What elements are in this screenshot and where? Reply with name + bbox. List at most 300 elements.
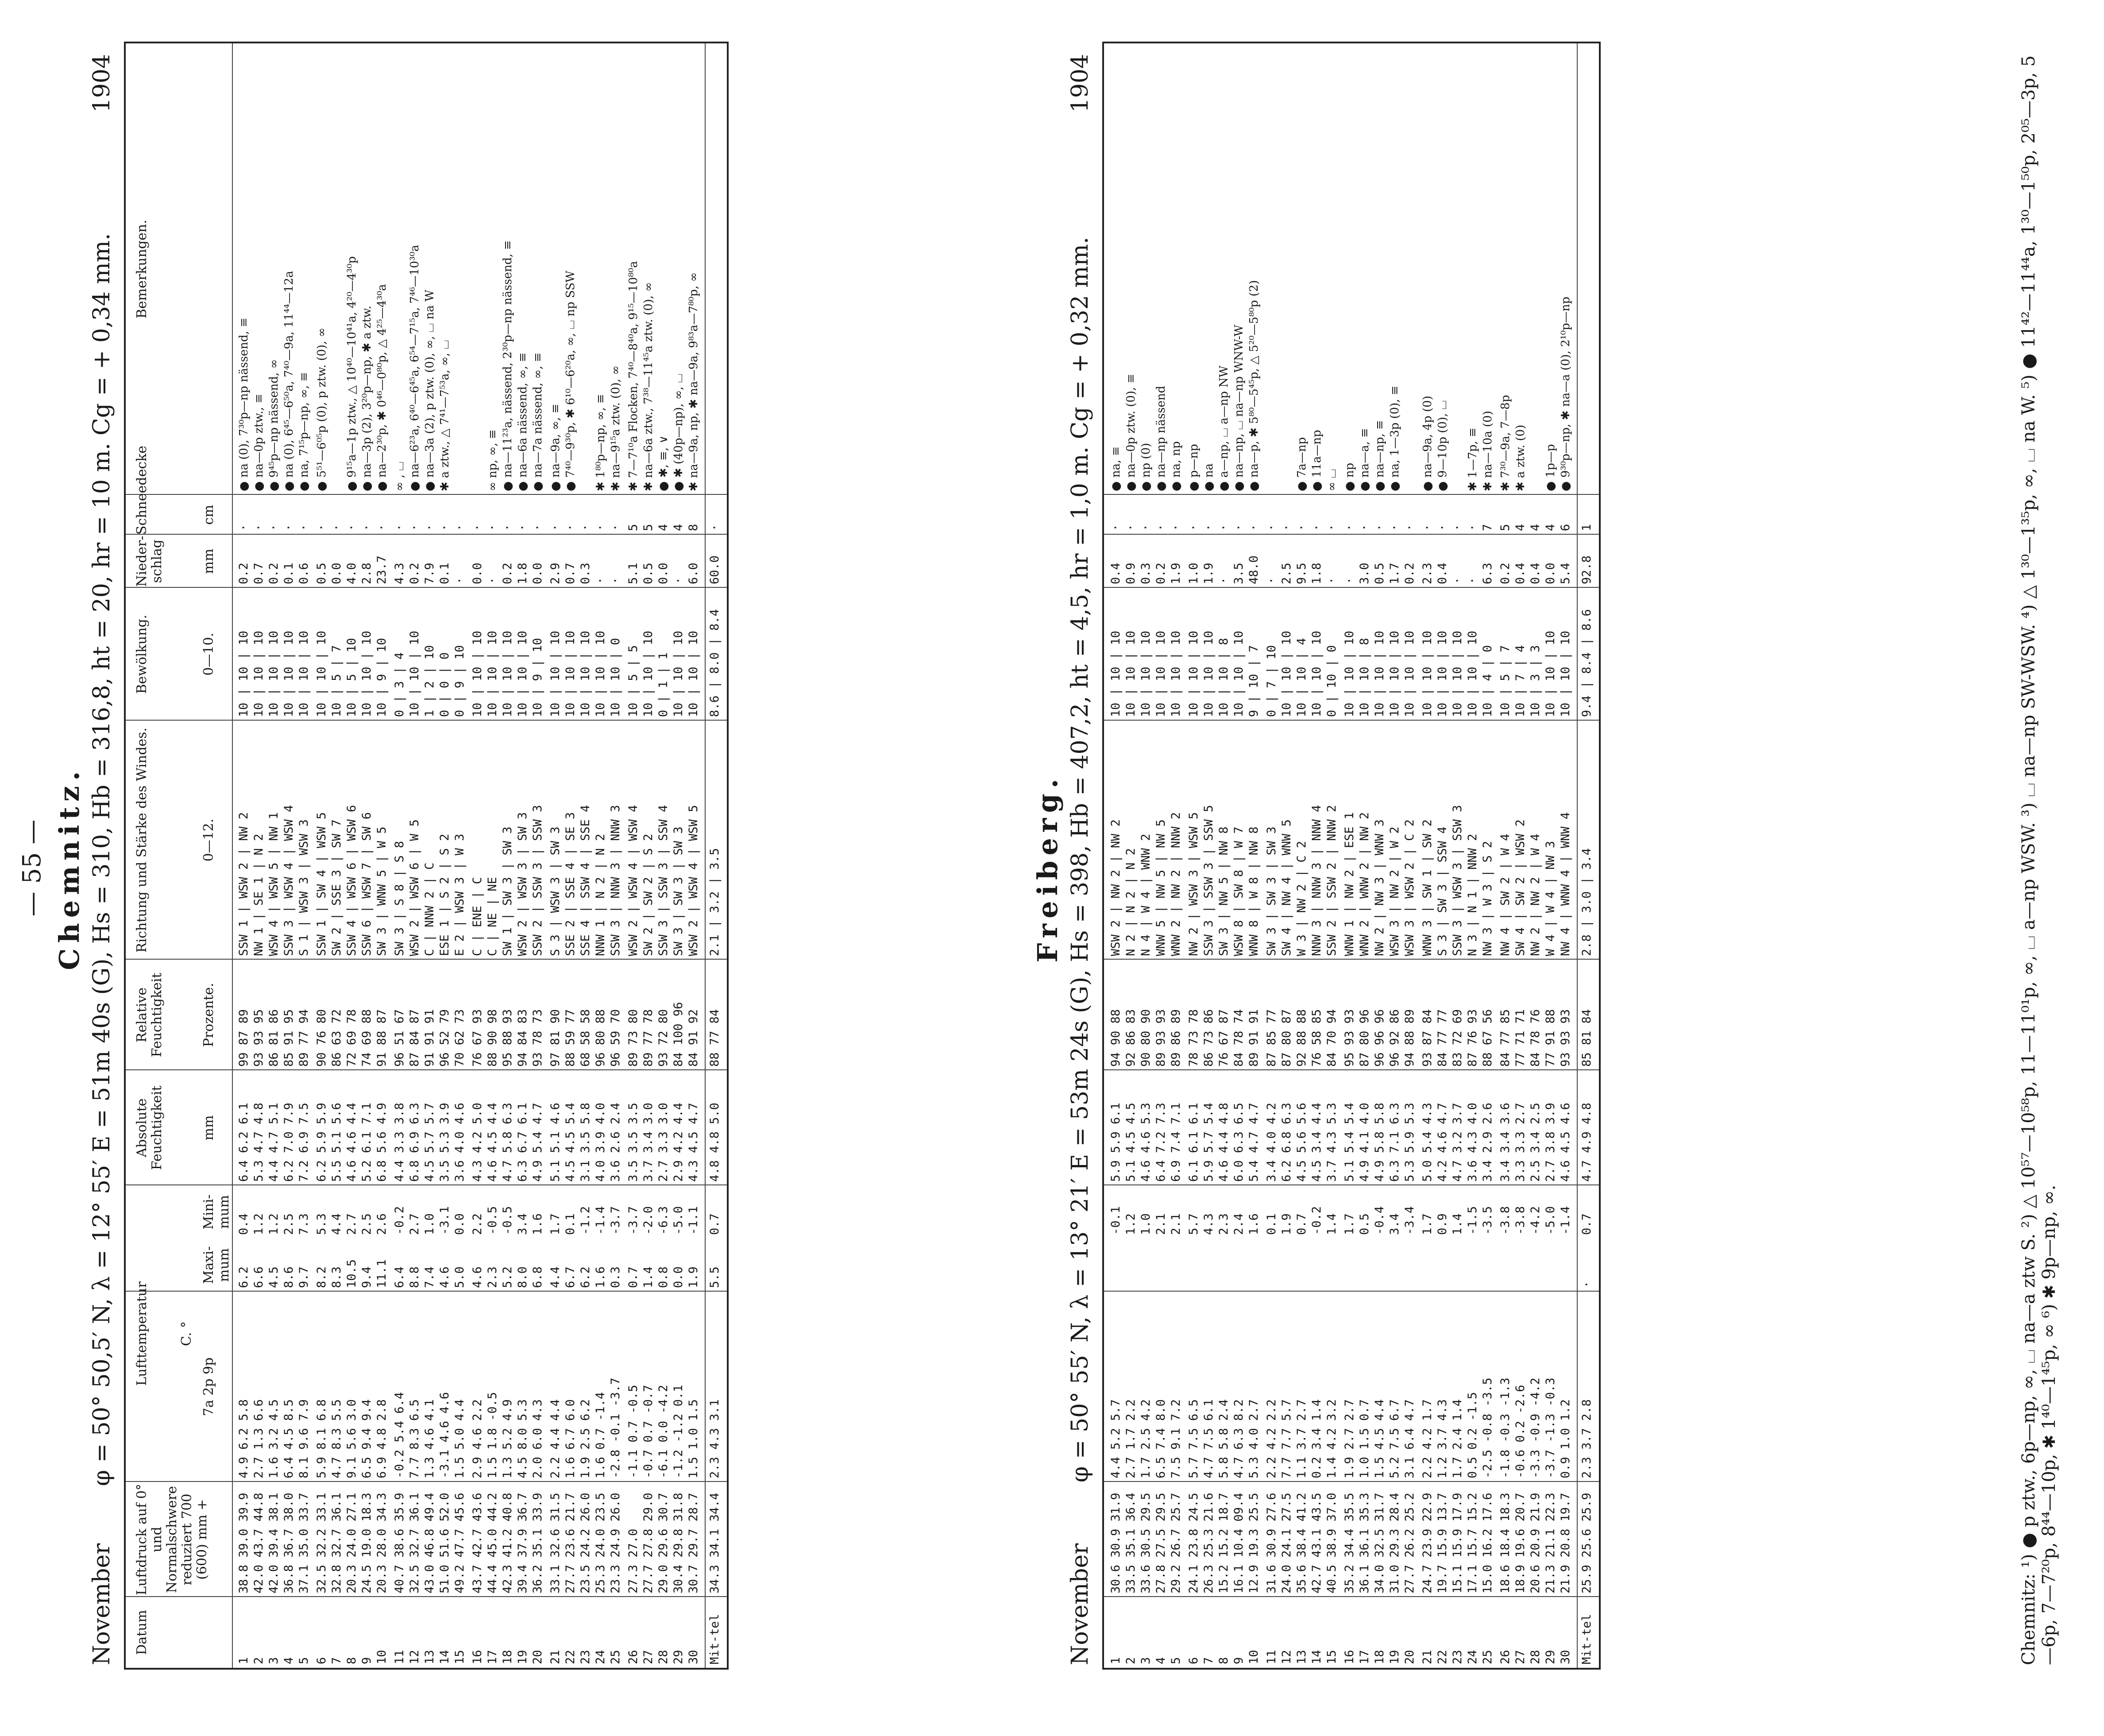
cell-s: · <box>393 524 406 531</box>
cell-p: 44.4 45.0 44.2 <box>486 1493 499 1593</box>
cell-a: 4.9 4.1 4.0 <box>1358 1103 1371 1182</box>
cell-rm: ● na—9a, 4p (0) <box>1421 395 1434 491</box>
cell-n: · <box>453 577 467 584</box>
cell-mn: 0.1 <box>564 1213 577 1235</box>
cell-b: 10 | 10 | 10 <box>579 630 592 717</box>
cell-s: · <box>453 524 467 531</box>
cell-t: -0.2 5.4 6.4 <box>393 1392 406 1478</box>
cell-n: 23.7 <box>375 555 389 584</box>
cell-p: 15.1 15.9 17.9 <box>1451 1493 1464 1593</box>
cell-mx: 6.4 <box>393 1266 406 1288</box>
cell-a: 5.2 6.1 7.1 <box>360 1103 374 1182</box>
cell-r: 84 78 76 <box>1529 1009 1542 1067</box>
cell-mn: -3.7 <box>626 1206 640 1235</box>
cell-w: WSW 2 | NW 2 | NW 2 <box>1109 819 1123 956</box>
cell-d: 19 <box>516 1650 529 1664</box>
cell-a: 5.9 5.7 5.4 <box>1202 1103 1216 1182</box>
cell-s: · <box>1280 524 1293 531</box>
cell-r: 77 91 88 <box>1544 1009 1557 1067</box>
cell-d: 15 <box>453 1650 467 1664</box>
cell-t: 2.7 1.3 6.6 <box>252 1399 266 1478</box>
cell-mn: -0.2 <box>393 1206 406 1235</box>
cell-n: · <box>1466 577 1479 584</box>
cell-s: · <box>1202 524 1216 531</box>
cell-r: 90 76 80 <box>315 1009 328 1067</box>
cell-t: 6.5 9.4 9.4 <box>360 1399 374 1478</box>
cell-d: 10 <box>375 1650 389 1664</box>
cell-s: · <box>471 524 484 531</box>
cell-b: 0 | 7 | 10 <box>1265 645 1278 717</box>
cell-r: 89 77 94 <box>297 1009 311 1067</box>
cell-b: 10 | 10 | 10 <box>1310 630 1324 717</box>
cell-rm: ✱ 7³⁰—9a, 7—8p <box>1499 395 1512 491</box>
cell-mn: 2.5 <box>282 1213 296 1235</box>
cell-mn: 2.3 <box>1217 1213 1231 1235</box>
cell-n: · <box>1451 577 1464 584</box>
cell-w: SW 3 | NW 5 | NW 8 <box>1217 826 1231 956</box>
cell-r: 96 92 86 <box>1388 1009 1401 1067</box>
cell-d: 18 <box>1373 1650 1386 1664</box>
cell-n: · <box>609 577 622 584</box>
cell-n: 1.7 <box>1388 563 1401 584</box>
cell-mx: 8.3 <box>330 1266 344 1288</box>
cell-n: 0.1 <box>438 563 452 584</box>
cell-d: 27 <box>1513 1650 1527 1664</box>
cell-p: 21.9 20.8 19.7 <box>1559 1493 1572 1593</box>
cell-p: 12.9 19.3 25.5 <box>1247 1493 1261 1593</box>
cell-mx: 5.0 <box>453 1266 467 1288</box>
cell-mn: 2.7 <box>345 1213 359 1235</box>
cell-t: 5.3 4.0 2.7 <box>1247 1399 1261 1478</box>
cell-w: SSW 3 | WSW 4 | WSW 4 <box>282 805 296 956</box>
cell-w: WSW 2 | WSW 6 | W 5 <box>408 819 421 956</box>
cell-w: NW 4 | WNW 4 | WNW 4 <box>1559 812 1572 956</box>
cell-rm: ● na—0p ztw., ≡ <box>252 393 266 491</box>
cell-rm: ● ✱, ≡, ∨ <box>657 435 670 491</box>
cell-a: 5.3 5.9 5.3 <box>1403 1103 1417 1182</box>
cell-d: 4 <box>1154 1657 1168 1664</box>
cell-w: SSW 2 | SSW 2 | NNW 2 <box>1325 805 1339 956</box>
cell-n: · <box>1325 577 1339 584</box>
cell-s: · <box>1373 524 1386 531</box>
cell-w: S 1 | WSW 3 | WSW 3 <box>297 819 311 956</box>
mean-mn: 0.7 <box>1580 1213 1594 1235</box>
cell-b: 10 | 10 | 10 <box>297 630 311 717</box>
cell-p: 24.5 19.0 18.3 <box>360 1493 374 1593</box>
cell-n: 0.7 <box>252 563 266 584</box>
cell-mn: 1.7 <box>548 1213 562 1235</box>
cell-w: WSW 2 | WSW 4 | WSW 4 <box>626 805 640 956</box>
header-luftdruck: Luftdruck auf 0° und Normalschwere reduziert 700 (600) mm + <box>134 1484 210 1595</box>
cell-d: 24 <box>1466 1650 1479 1664</box>
cell-w: SSW 3 | NNW 3 | NNW 3 <box>609 805 622 956</box>
cell-w: SSW 3 | SSW 3 | SSW 4 <box>656 805 670 956</box>
subheader-minimum: Mini-mum <box>201 1194 232 1230</box>
cell-rm: ● na—np, ≡ <box>1373 420 1386 491</box>
cell-mn: -3.4 <box>1403 1206 1417 1235</box>
cell-n: 0.2 <box>408 563 421 584</box>
cell-t: 0.2 3.4 1.4 <box>1310 1399 1324 1478</box>
cell-mn: 0.0 <box>453 1213 467 1235</box>
cell-a: 6.8 5.6 4.9 <box>375 1103 389 1182</box>
cell-d: 14 <box>438 1650 452 1664</box>
cell-rm: ● na—9a, ∞, ≡ <box>549 404 562 491</box>
cell-r: 68 58 58 <box>579 1009 592 1067</box>
cell-w: N 2 | N 2 | N 2 <box>1124 848 1138 956</box>
cell-p: 43.7 42.7 43.6 <box>471 1493 484 1593</box>
cell-n: 6.0 <box>687 563 700 584</box>
cell-a: 3.5 5.3 3.9 <box>438 1103 452 1182</box>
cell-mn: 1.6 <box>531 1213 544 1235</box>
cell-mx: 6.7 <box>564 1266 577 1288</box>
cell-n: 0.5 <box>315 563 328 584</box>
cell-mn: 1.2 <box>1124 1213 1138 1235</box>
cell-s: · <box>1265 524 1278 531</box>
cell-b: 0 | 3 | 4 <box>393 652 406 717</box>
cell-mn: 1.4 <box>1451 1213 1464 1235</box>
cell-a: 7.2 6.9 7.5 <box>297 1103 311 1182</box>
cell-b: 10 | 10 | 10 <box>516 630 529 717</box>
cell-mx: 6.6 <box>252 1266 266 1288</box>
cell-r: 84 91 92 <box>687 1009 700 1067</box>
cell-w: WSW 2 | WSW 4 | WSW 5 <box>687 805 700 956</box>
cell-p: 23.5 24.2 26.0 <box>579 1493 592 1593</box>
cell-b: 10 | 10 | 10 <box>1466 630 1479 717</box>
cell-t: -3.7 -1.3 -0.3 <box>1544 1377 1557 1478</box>
cell-b: 10 | 10 | 10 <box>1403 630 1417 717</box>
cell-r: 88 59 77 <box>564 1009 577 1067</box>
cell-w: NW 1 | SE 1 | N 2 <box>252 833 266 956</box>
cell-mn: 7.3 <box>297 1213 311 1235</box>
header-bemerkungen: Bemerkungen. <box>134 220 150 319</box>
cell-r: 92 86 83 <box>1124 1009 1138 1067</box>
cell-w: NW 2 | NW 2 | W 4 <box>1529 833 1542 956</box>
cell-r: 76 58 85 <box>1310 1009 1324 1067</box>
cell-r: 83 72 69 <box>1451 1009 1464 1067</box>
cell-a: 3.7 3.4 3.0 <box>641 1103 655 1182</box>
cell-p: 33.1 32.6 31.5 <box>548 1493 562 1593</box>
cell-a: 6.4 7.2 7.3 <box>1154 1103 1168 1182</box>
cell-a: 4.3 4.2 5.0 <box>471 1103 484 1182</box>
cell-a: 6.2 5.9 5.9 <box>315 1103 328 1182</box>
cell-a: 3.4 3.4 3.6 <box>1498 1103 1512 1182</box>
data-table <box>124 42 729 1670</box>
cell-s: · <box>1154 524 1168 531</box>
cell-b: 10 | 10 | 10 <box>672 630 685 717</box>
cell-d: 13 <box>1295 1650 1309 1664</box>
cell-mn: 1.0 <box>423 1213 436 1235</box>
cell-mn: 2.7 <box>408 1213 421 1235</box>
cell-n: 1.9 <box>1169 563 1183 584</box>
cell-r: 93 93 93 <box>1559 1009 1572 1067</box>
cell-a: 3.6 4.0 4.6 <box>453 1103 467 1182</box>
cell-t: 7.7 8.3 6.5 <box>408 1399 421 1478</box>
cell-t: -6.1 0.0 -4.2 <box>656 1385 670 1478</box>
cell-b: 10 | 9 | 10 <box>531 638 544 717</box>
mean-r: 85 81 84 <box>1580 1009 1594 1067</box>
cell-a: 2.9 4.2 4.4 <box>672 1103 685 1182</box>
cell-w: SSW 1 | WSW 2 | NW 2 <box>237 812 251 956</box>
cell-mn: 2.5 <box>360 1213 374 1235</box>
cell-n: 1.9 <box>1202 563 1216 584</box>
cell-mn: -5.0 <box>1544 1206 1557 1235</box>
cell-d: 24 <box>594 1650 607 1664</box>
cell-b: 10 | 10 | 10 <box>1124 630 1138 717</box>
cell-rm: ● na—0p ztw. (0), ≡ <box>1124 374 1138 491</box>
cell-rm: ● 1p—p <box>1544 444 1557 491</box>
cell-a: 4.5 5.7 5.7 <box>423 1103 436 1182</box>
cell-mx: 0.0 <box>672 1266 685 1288</box>
cell-p: 33.5 35.1 36.4 <box>1124 1493 1138 1593</box>
cell-n: 3.0 <box>1358 563 1371 584</box>
cell-n: 0.2 <box>501 563 514 584</box>
cell-t: 7.7 7.7 5.7 <box>1280 1399 1293 1478</box>
cell-s: 6 <box>1559 524 1572 531</box>
cell-d: 23 <box>1451 1650 1464 1664</box>
cell-p: 27.7 23.6 21.7 <box>564 1493 577 1593</box>
cell-t: 1.7 2.4 1.4 <box>1451 1399 1464 1478</box>
cell-w: SSW 6 | WSW 7 | SW 6 <box>360 812 374 956</box>
cell-mx: 4.6 <box>471 1266 484 1288</box>
cell-t: -3.3 -0.9 -4.2 <box>1529 1377 1542 1478</box>
header-absolute-feuchtigkeit: Absolute Feuchtigkeit <box>134 1085 165 1170</box>
cell-t: 1.9 2.5 6.2 <box>579 1399 592 1478</box>
mean-a: 4.7 4.9 4.8 <box>1580 1103 1594 1182</box>
cell-b: 10 | 10 | 10 <box>687 630 700 717</box>
cell-s: · <box>531 524 544 531</box>
cell-b: 10 | 10 | 10 <box>486 630 499 717</box>
cell-r: 84 100 96 <box>672 1002 685 1067</box>
cell-t: 6.4 4.5 8.5 <box>282 1399 296 1478</box>
cell-d: 28 <box>656 1650 670 1664</box>
cell-rm: ● na—3a (2), p ztw. (0), ∞, ⌴ na W <box>423 289 436 491</box>
cell-s: · <box>252 524 266 531</box>
station-coordinates: φ = 50° 55′ N, λ = 13° 21′ E = 53m 24s (G), Hs = 398, Hb = 407,2, ht = 4,5, hr = 1,0 m. Cg = + 0,32 mm. <box>1067 236 1093 1483</box>
cell-d: 26 <box>626 1650 640 1664</box>
cell-mn: 0.4 <box>237 1213 251 1235</box>
cell-mn: -5.0 <box>672 1206 685 1235</box>
cell-t: 1.5 1.0 1.5 <box>687 1399 700 1478</box>
cell-mx: 8.0 <box>516 1266 529 1288</box>
cell-r: 86 63 72 <box>330 1009 344 1067</box>
cell-rm: ● na—6²³a, 6⁴⁰—6⁴⁵a, 6⁵⁴—7¹⁵a, 7⁴⁶—10³⁰a <box>408 244 421 491</box>
cell-p: 26.3 25.3 21.6 <box>1202 1493 1216 1593</box>
cell-p: 35.2 34.4 35.5 <box>1343 1493 1356 1593</box>
cell-p: 42.3 41.2 40.8 <box>501 1493 514 1593</box>
cell-rm: ● ✱ (40p—np), ∞, ⌴ <box>672 374 685 491</box>
cell-mn: -0.2 <box>1310 1206 1324 1235</box>
cell-mx: 6.2 <box>579 1266 592 1288</box>
cell-mx: 7.4 <box>423 1266 436 1288</box>
cell-s: · <box>501 524 514 531</box>
cell-a: 3.4 2.9 2.6 <box>1481 1103 1494 1182</box>
cell-p: 27.7 27.8 29.0 <box>641 1493 655 1593</box>
cell-r: 96 59 70 <box>609 1009 622 1067</box>
cell-p: 49.2 47.7 45.6 <box>453 1493 467 1593</box>
cell-mn: 1.2 <box>267 1213 281 1235</box>
cell-r: 84 77 77 <box>1436 1009 1449 1067</box>
cell-rm: ✱ 1⁸⁰p—np, ∞, ≡ <box>594 394 607 491</box>
cell-n: 2.3 <box>1421 563 1434 584</box>
cell-p: 15.2 15.2 18.7 <box>1217 1493 1231 1593</box>
column-divider <box>1104 1596 1599 1597</box>
cell-b: 10 | 10 | 10 <box>282 630 296 717</box>
cell-b: 10 | 10 | 10 <box>252 630 266 717</box>
cell-w: SW 1 | SW 3 | SW 3 <box>501 826 514 956</box>
cell-n: 0.7 <box>564 563 577 584</box>
cell-b: 0 | 9 | 10 <box>453 645 467 717</box>
cell-s: · <box>438 524 452 531</box>
cell-w: NW 3 | W 3 | S 2 <box>1481 841 1494 956</box>
subheader-temp-times: 7a 2p 9p <box>201 1357 216 1416</box>
cell-t: 2.0 6.0 4.3 <box>531 1399 544 1478</box>
subheader-schnee-unit: cm <box>201 505 216 525</box>
cell-n: 9.5 <box>1295 563 1309 584</box>
cell-mn: -4.2 <box>1529 1206 1542 1235</box>
cell-w: C | NNW 2 | C <box>423 862 436 956</box>
cell-p: 42.0 39.4 38.1 <box>267 1493 281 1593</box>
cell-r: 93 78 73 <box>531 1009 544 1067</box>
cell-rm: ● a—np, ⌴ a—np NW <box>1217 365 1231 491</box>
mean-label: Mit-tel <box>1580 1614 1594 1664</box>
cell-p: 43.0 46.8 49.4 <box>423 1493 436 1593</box>
cell-w: S 3 | SW 3 | SSW 4 <box>1436 826 1449 956</box>
column-divider <box>1104 720 1599 721</box>
footnote: Chemnitz: ¹) ● p ztw., 6p—np, ∞, ⌴ na—a ztw S. ²) △ 10⁵⁷—10⁵⁸p, 11—11⁰¹p, ∞, ⌴ a—np WSW. ³) ⌴ na—np SW-WSW. ⁴) △ 1³⁰—1³⁵p, ∞, ⌴ na W. ⁵) ● 11⁴²—11⁴⁴a, 1³⁰—1⁵⁰p, 2⁰⁵—3p, 5—6p, 7—7²⁰p, 8⁴⁴—10p, ✱ 1⁴⁰—1⁴⁵p, ∞ ⁶) ✱ 9p—np, ∞. <box>2019 55 2059 1665</box>
cell-w: WNW 5 | NW 5 | NW 5 <box>1154 819 1168 956</box>
cell-mn: -2.0 <box>641 1206 655 1235</box>
cell-a: 3.6 4.3 4.0 <box>1466 1103 1479 1182</box>
cell-d: 3 <box>1139 1657 1153 1664</box>
cell-a: 5.4 4.7 4.7 <box>1247 1103 1261 1182</box>
cell-s: · <box>548 524 562 531</box>
cell-mn: 1.7 <box>1421 1213 1434 1235</box>
cell-t: -0.7 0.7 -0.7 <box>641 1385 655 1478</box>
cell-mn: -0.1 <box>1109 1206 1123 1235</box>
cell-p: 32.5 32.7 36.1 <box>408 1493 421 1593</box>
cell-r: 89 91 91 <box>1247 1009 1261 1067</box>
cell-s: · <box>1343 524 1356 531</box>
cell-d: 21 <box>1421 1650 1434 1664</box>
column-divider <box>1104 1291 1599 1292</box>
cell-p: 23.3 24.9 26.0 <box>609 1493 622 1593</box>
cell-a: 4.5 3.4 4.4 <box>1310 1103 1324 1182</box>
cell-rm: ● 11a—np <box>1310 430 1324 491</box>
mean-mn: 0.7 <box>708 1213 722 1235</box>
cell-r: 96 51 67 <box>393 1009 406 1067</box>
cell-b: 10 | 10 | 10 <box>1343 630 1356 717</box>
column-divider <box>1104 494 1599 495</box>
cell-mn: 1.6 <box>1247 1213 1261 1235</box>
station-title: Freiberg. <box>1031 773 1064 963</box>
cell-rm: ● 9¹⁵a—1p ztw., △ 10⁴⁰—10⁴¹a, 4²⁰—4³⁰p <box>345 256 359 491</box>
cell-s: · <box>516 524 529 531</box>
cell-w: WNW 2 | NW 2 | NNW 2 <box>1169 812 1183 956</box>
cell-r: 87 84 87 <box>408 1009 421 1067</box>
cell-n: 0.4 <box>1513 563 1527 584</box>
cell-p: 30.4 29.8 31.8 <box>672 1493 685 1593</box>
cell-s: · <box>330 524 344 531</box>
cell-d: 7 <box>1202 1657 1216 1664</box>
cell-w: WNW 8 | W 8 | NW 8 <box>1247 826 1261 956</box>
cell-w: WNW 2 | WNW 2 | NW 2 <box>1358 812 1371 956</box>
cell-p: 18.9 19.6 20.7 <box>1513 1493 1527 1593</box>
cell-p: 20.3 24.0 27.1 <box>345 1493 359 1593</box>
cell-w: SSW 3 | SSW 3 | SSW 5 <box>1202 805 1216 956</box>
cell-a: 4.6 4.6 5.3 <box>1139 1103 1153 1182</box>
month-label: November <box>89 1543 115 1665</box>
cell-s: 5 <box>626 524 640 531</box>
cell-rm: ● na—6a nässend, ∞, ≡ <box>516 352 529 491</box>
cell-a: 6.4 6.2 6.1 <box>237 1103 251 1182</box>
cell-s: · <box>1109 524 1123 531</box>
column-divider <box>126 1596 727 1597</box>
cell-mn: 0.9 <box>1436 1213 1449 1235</box>
cell-n: 0.6 <box>297 563 311 584</box>
cell-mn: 0.7 <box>1295 1213 1309 1235</box>
cell-p: 36.1 36.1 35.3 <box>1358 1493 1371 1593</box>
cell-s: · <box>360 524 374 531</box>
cell-p: 29.2 26.7 25.7 <box>1169 1493 1183 1593</box>
cell-b: 10 | 3 | 3 <box>1529 645 1542 717</box>
cell-b: 10 | 10 | 10 <box>360 630 374 717</box>
cell-w: SW 2 | SSE 3 | SW 7 <box>330 819 344 956</box>
mean-mx: · <box>1580 1281 1594 1288</box>
cell-t: 1.3 4.6 4.1 <box>423 1399 436 1478</box>
cell-w: NW 4 | SW 2 | W 4 <box>1498 833 1512 956</box>
cell-mx: 8.8 <box>408 1266 421 1288</box>
cell-t: 4.9 6.2 5.8 <box>237 1399 251 1478</box>
cell-mn: 2.1 <box>1154 1213 1168 1235</box>
cell-mn: -1.4 <box>594 1206 607 1235</box>
cell-p: 30.6 30.9 31.9 <box>1109 1493 1123 1593</box>
cell-r: 95 88 93 <box>501 1009 514 1067</box>
cell-n: · <box>1217 577 1231 584</box>
mean-label: Mit-tel <box>708 1614 722 1664</box>
cell-mx: 6.2 <box>237 1266 251 1288</box>
cell-p: 31.0 29.3 28.4 <box>1388 1493 1401 1593</box>
cell-p: 18.6 18.4 18.3 <box>1498 1493 1512 1593</box>
cell-t: 8.1 9.6 7.9 <box>297 1399 311 1478</box>
cell-n: 1.8 <box>1310 563 1324 584</box>
cell-a: 4.6 4.5 4.4 <box>486 1103 499 1182</box>
cell-t: 4.7 6.3 8.2 <box>1232 1399 1246 1478</box>
cell-mn: 3.4 <box>1388 1213 1401 1235</box>
cell-d: 19 <box>1388 1650 1401 1664</box>
cell-b: 10 | 10 | 10 <box>1436 630 1449 717</box>
cell-b: 10 | 10 | 10 <box>1232 630 1246 717</box>
cell-w: SW 4 | SW 2 | WSW 2 <box>1513 819 1527 956</box>
cell-t: 1.1 3.7 2.7 <box>1295 1399 1309 1478</box>
cell-w: WNW 3 | SW 1 | SW 2 <box>1421 819 1434 956</box>
cell-s: · <box>1139 524 1153 531</box>
cell-b: 10 | 10 | 10 <box>408 630 421 717</box>
cell-n: 0.0 <box>471 563 484 584</box>
cell-r: 92 88 88 <box>1295 1009 1309 1067</box>
cell-a: 5.1 4.5 4.5 <box>1124 1103 1138 1182</box>
cell-b: 10 | 10 | 10 <box>548 630 562 717</box>
cell-r: 93 93 95 <box>252 1009 266 1067</box>
cell-r: 93 72 80 <box>656 1009 670 1067</box>
cell-s: 5 <box>641 524 655 531</box>
cell-b: 10 | 10 | 10 <box>1544 630 1557 717</box>
cell-mx: 8.2 <box>315 1266 328 1288</box>
cell-s: · <box>423 524 436 531</box>
cell-d: 3 <box>267 1657 281 1664</box>
cell-t: 1.5 4.5 4.4 <box>1373 1399 1386 1478</box>
cell-w: C | ENE | C <box>471 877 484 956</box>
cell-n: 0.5 <box>641 563 655 584</box>
